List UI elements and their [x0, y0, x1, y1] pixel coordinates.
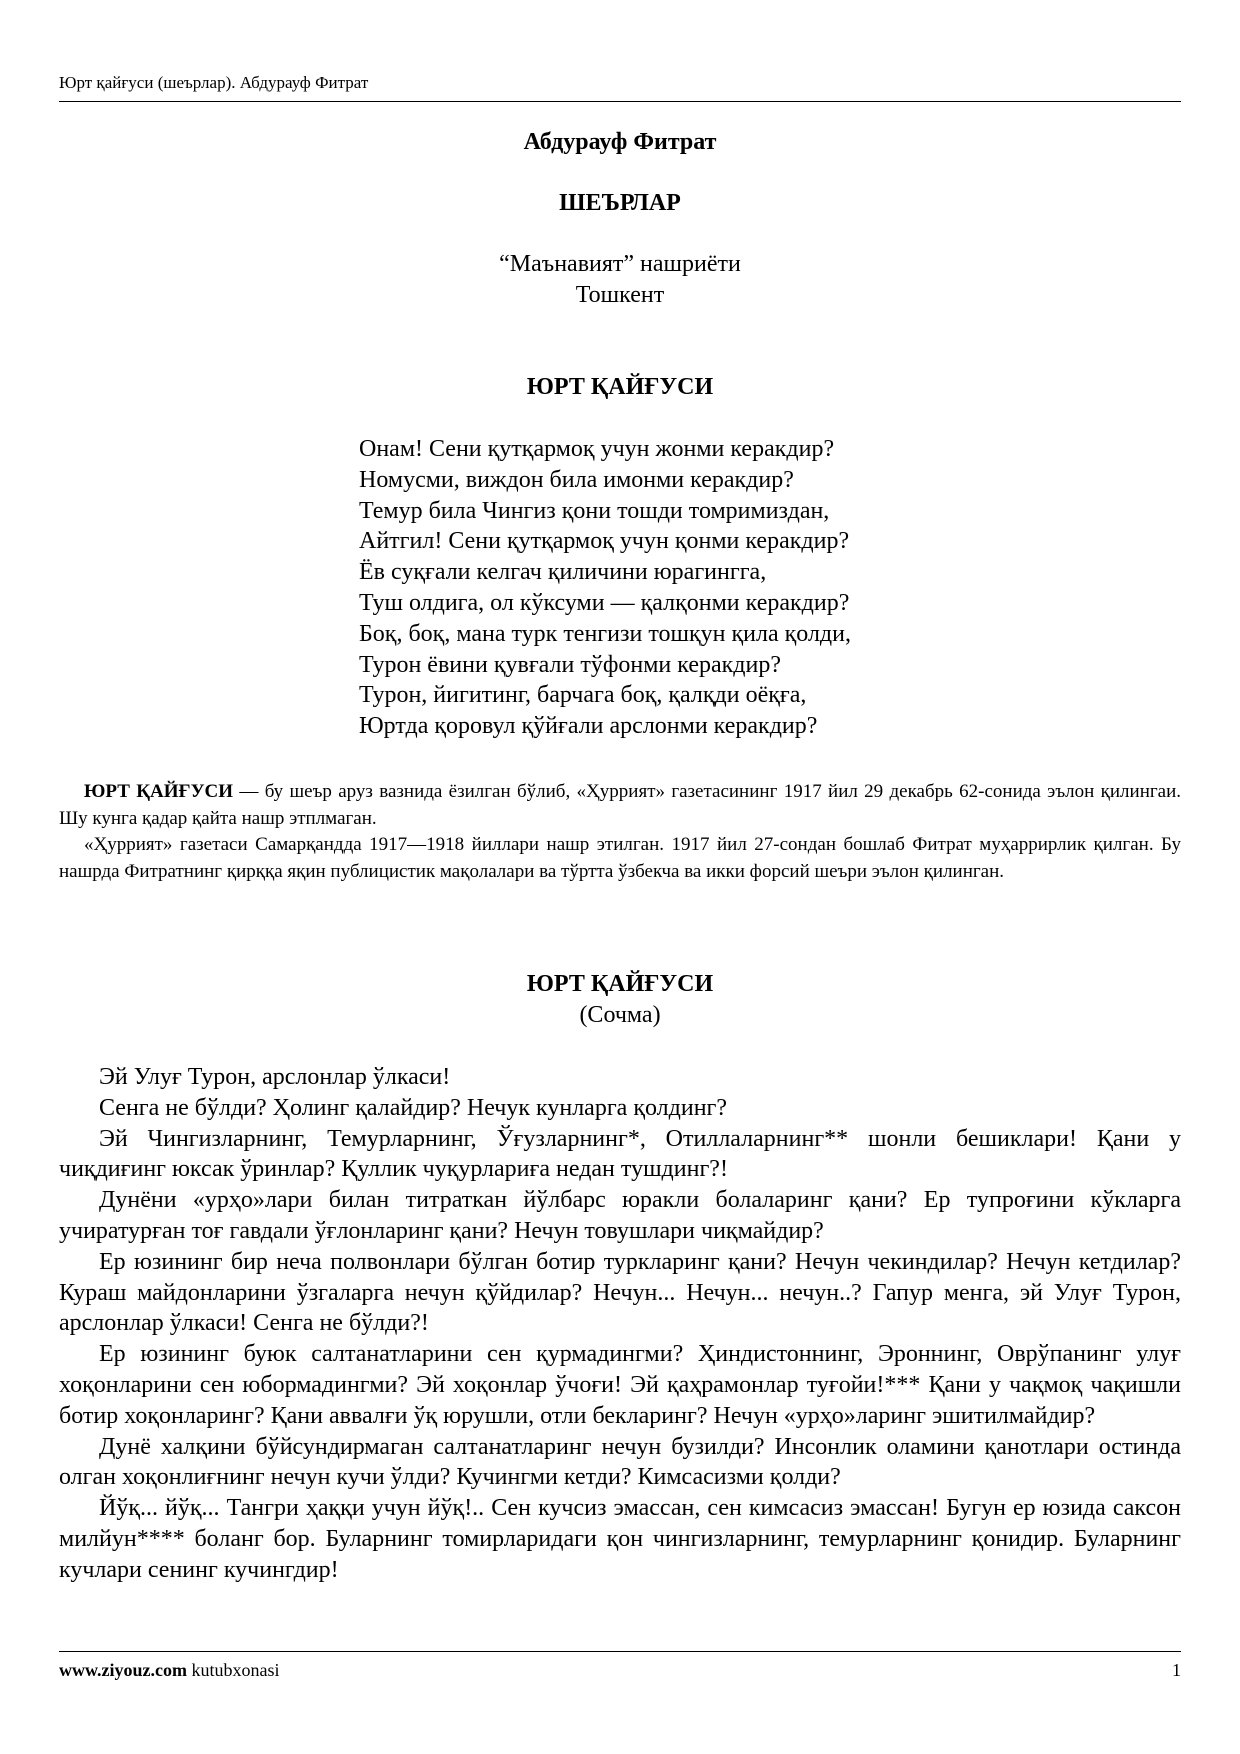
prose-title: ЮРТ ҚАЙҒУСИ [526, 971, 714, 997]
prose-subtitle: (Сочма) [579, 1002, 661, 1028]
poem-title: ЮРТ ҚАЙҒУСИ [526, 374, 714, 400]
editorial-note [59, 779, 1181, 885]
prose-paragraph: Эй Чингизларнинг, Темурларнинг, Ўғузларнинг*, Отиллаларнинг** шонли бешиклари! Қани у чиқдиғинг юксак ўринлар? Қуллик чуқурлариға недан тушдинг?! [59, 1125, 1181, 1183]
poem-line: Турон ёвини қувғали тўфонми керакдир? [359, 651, 781, 678]
poem-line: Номусми, виждон била имонми керакдир? [359, 466, 794, 493]
site-link[interactable]: www.ziyouz.com [59, 1660, 187, 1680]
publication-city: Тошкент [575, 282, 665, 308]
poem-line: Темур била Чингиз қони тошди томримиздан, [359, 497, 830, 524]
prose-paragraph: Йўқ... йўқ... Тангри ҳаққи учун йўқ!.. Сен кучсиз эмассан, сен кимсасиз эмассан! Бугун ер юзида саксон милйун**** боланг бор. Буларнинг томирларидаги қон чингизларнинг, темурларнинг қонидир. Буларнинг кучлари сенинг кучингдир! [59, 1495, 1181, 1583]
prose-paragraph: Эй Улуғ Турон, арслонлар ўлкаси! [99, 1064, 451, 1090]
note-text: — бу шеър аруз вазнида ёзилган бўлиб, «Ҳуррият» газетасининг 1917 йил 29 декабрь 62-сонида эълон қилингаи. Шу кунга қадар қайта нашр этплмаган. [59, 781, 1182, 829]
poem-line: Ёв суқғали келгач қиличини юрагингга, [359, 559, 767, 586]
book-title: ШЕЪРЛАР [559, 190, 681, 216]
header-rule [59, 101, 1181, 102]
running-header: Юрт қайғуси (шеърлар). Абдурауф Фитрат [59, 73, 369, 92]
prose-paragraph: Дунё халқини бўйсундирмаган салтанатларинг нечун бузилди? Инсонлик оламини қанотлари остинда олган хоқонлиғнинг нечун кучи ўлди? Кучингми кетди? Кимсасизми қолди? [59, 1433, 1181, 1491]
prose-body [59, 1062, 1181, 1586]
prose-paragraph: Сенга не бўлди? Ҳолинг қалайдир? Нечук кунларга қолдинг? [99, 1094, 728, 1121]
note-paragraph: «Ҳуррият» газетаси Самарқандда 1917—1918 йиллари нашр этилган. 1917 йил 27-сондан бошлаб Фитрат муҳаррирлик қилган. Бу нашрда Фитратнинг қирққа яқин публицистик мақолалари ва тўртта ўзбекча ва икки форсий шеъри эълон қилинган. [59, 834, 1181, 882]
author-name: Абдурауф Фитрат [523, 129, 717, 155]
note-paragraph [59, 779, 1181, 832]
poem-line: Турон, йигитинг, барчага боқ, қалқди оёқға, [359, 682, 807, 709]
footer-rule [59, 1651, 1181, 1652]
page-number: 1 [1172, 1660, 1181, 1680]
library-label: kutubxonasi [186, 1660, 280, 1680]
poem-line: Онам! Сени қутқармоқ учун жонми керакдир? [359, 436, 835, 462]
publisher: “Маънавият” нашриёти [499, 251, 741, 277]
note-term: ЮРТ ҚАЙҒУСИ [84, 781, 234, 802]
footer-source [59, 1659, 279, 1681]
poem-line: Туш олдига, ол кўксуми — қалқонми керакдир? [359, 589, 850, 616]
poem-line: Айтгил! Сени қутқармоқ учун қонми керакдир? [359, 528, 850, 555]
prose-paragraph: Ер юзининг буюк салтанатларини сен қурмадингми? Ҳиндистоннинг, Эроннинг, Оврўпанинг улуғ хоқонларини сен юбормадингми? Эй хоқонлар ўчоғи! Эй қаҳрамонлар туғойи!*** Қани у чақмоқ чақишли ботир хоқонларинг? Қани аввалғи ўқ юрушли, отли бекларинг? Нечун «урҳо»ларинг эшитилмайдир? [59, 1341, 1181, 1429]
prose-paragraph: Дунёни «урҳо»лари билан титраткан йўлбарс юракли болаларинг қани? Ер тупроғини кўкларга учиратурған тоғ гавдали ўғлонларинг қани? Нечун товушлари чиқмайдир? [59, 1187, 1181, 1244]
poem-line: Юртда қоровул қўйғали арслонми керакдир? [359, 713, 818, 740]
poem-body [359, 434, 851, 742]
poem-line: Боқ, боқ, мана турк тенгизи тошқун қила қолди, [359, 620, 851, 647]
prose-paragraph: Ер юзининг бир неча полвонлари бўлган ботир туркларинг қани? Нечун чекиндилар? Нечун кетдилар? Кураш майдонларини ўзгаларга нечун қўйдилар? Нечун... Нечун... нечун..? Гапур менга, эй Улуғ Турон, арслонлар ўлкаси! Сенга не бўлди?! [59, 1248, 1181, 1337]
